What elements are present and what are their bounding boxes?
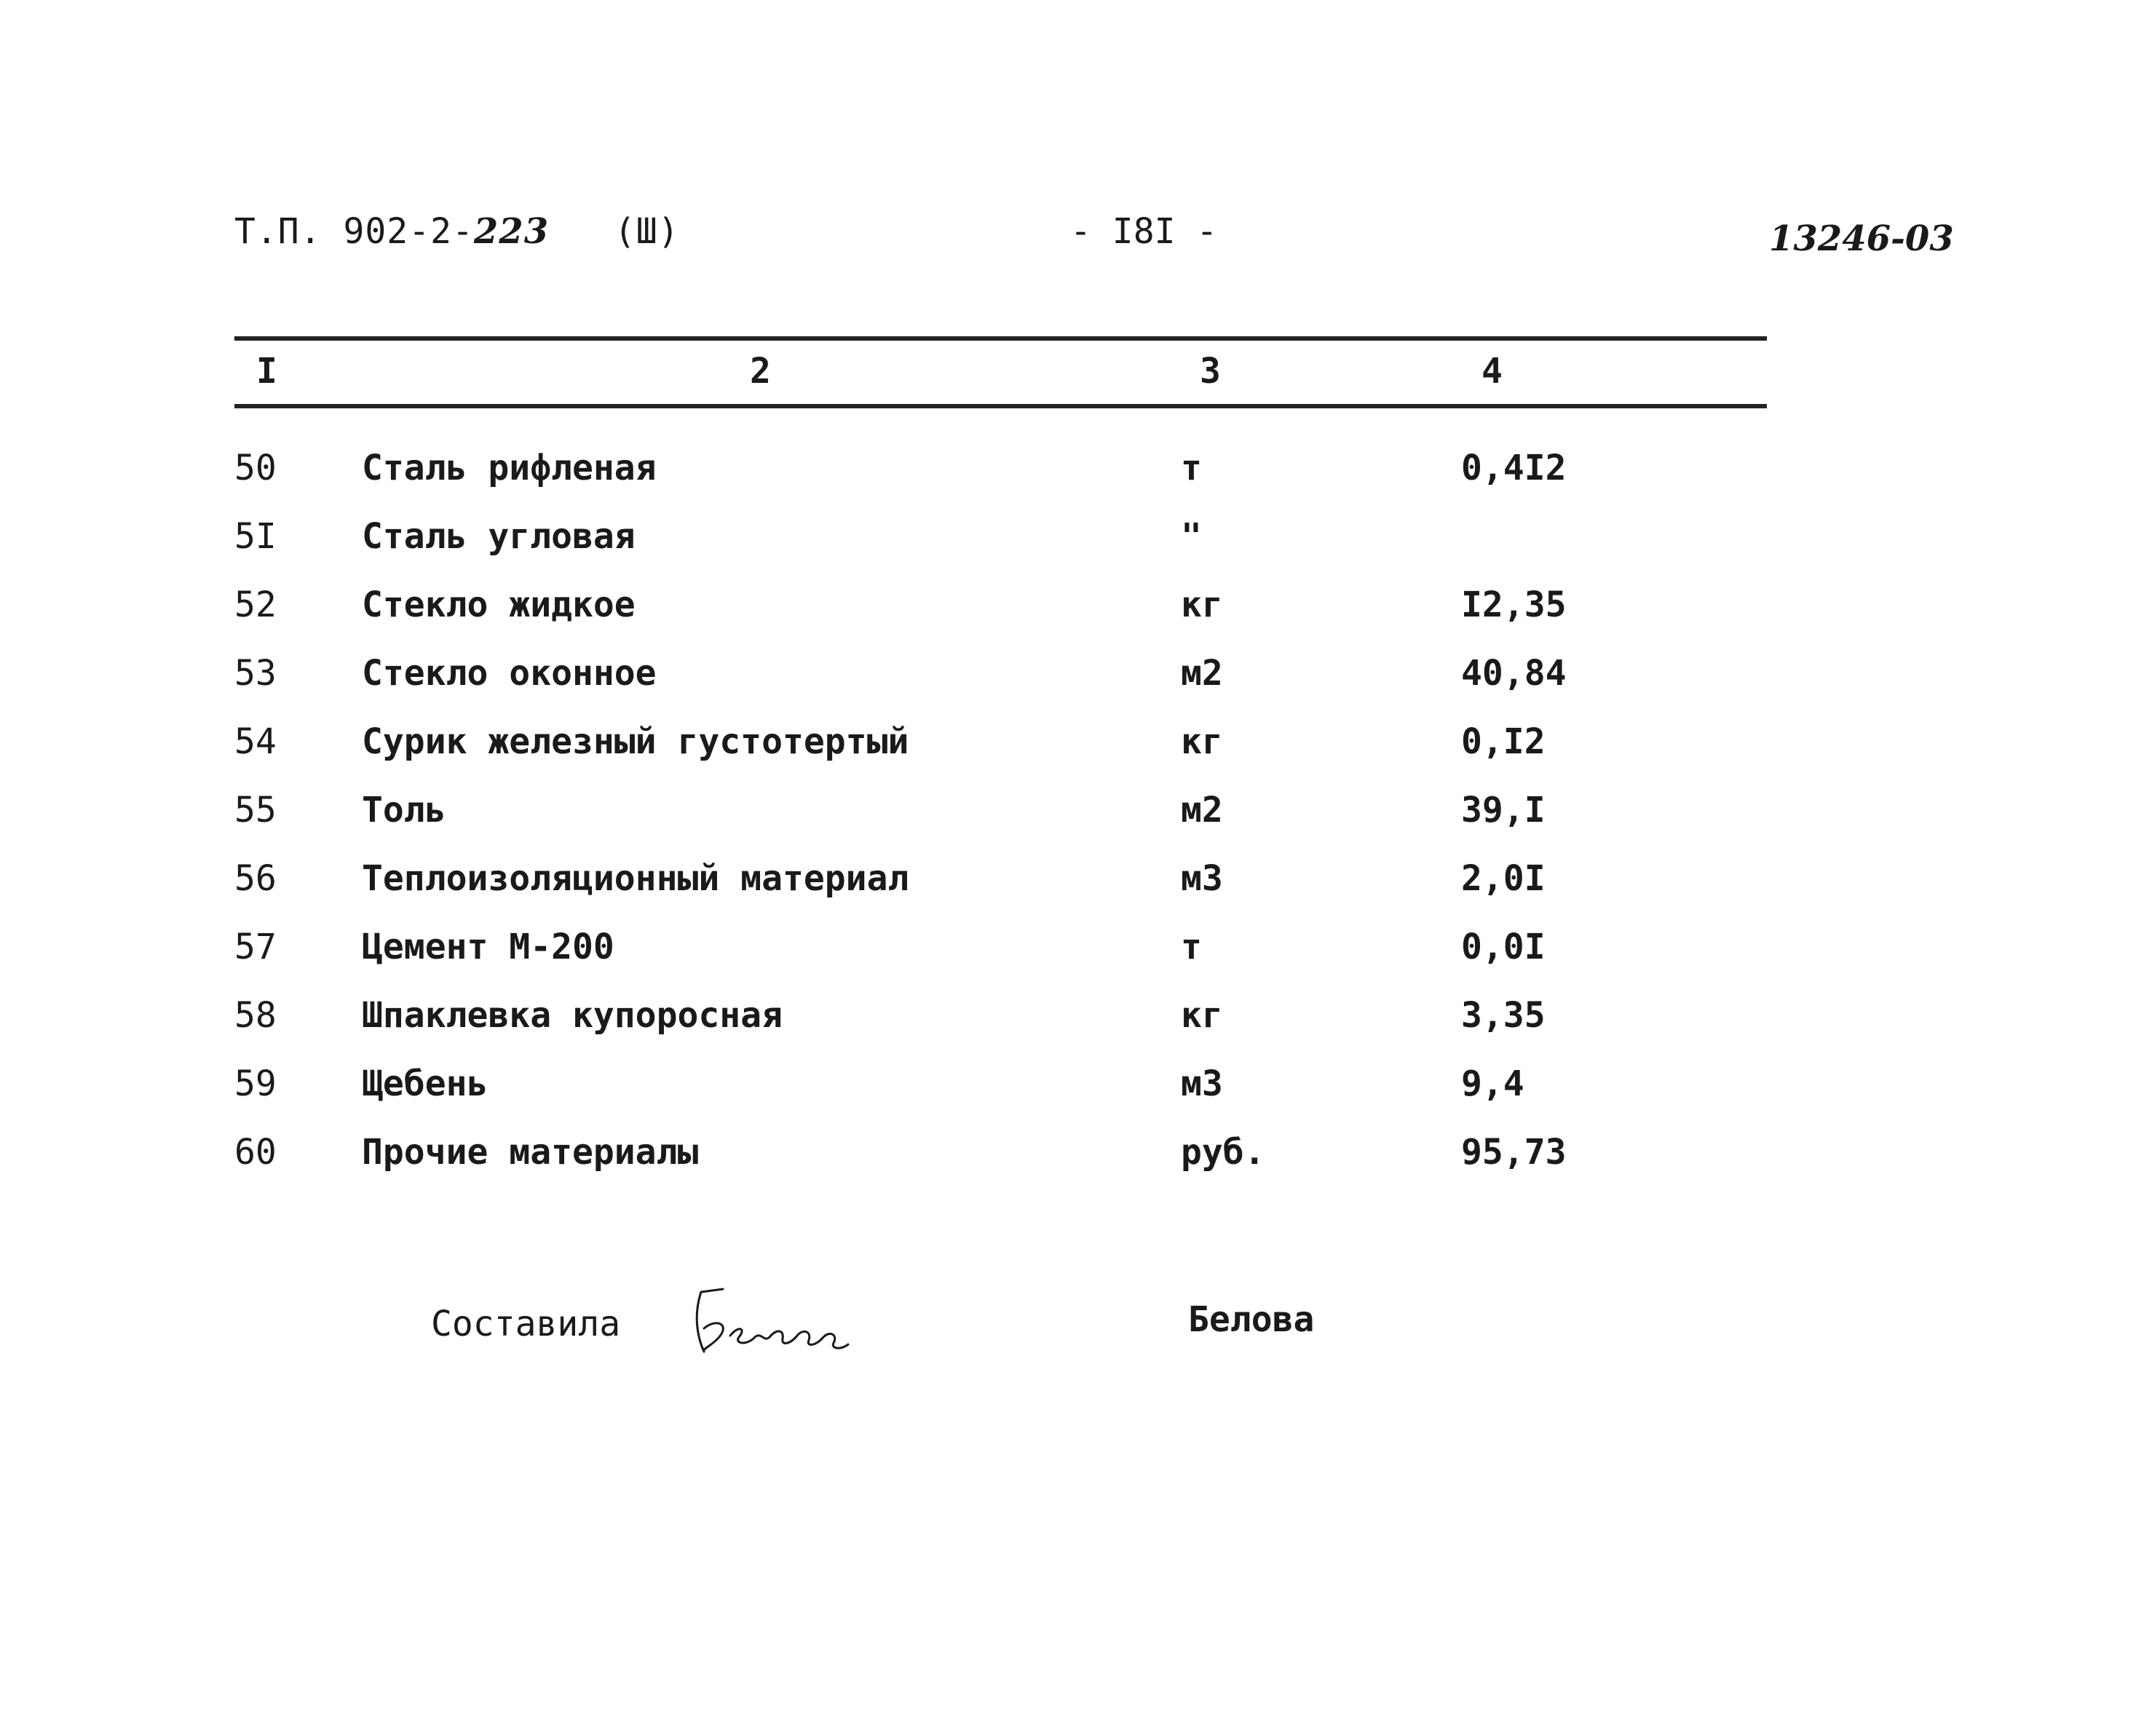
row-number: 56 bbox=[234, 858, 277, 899]
row-number: 55 bbox=[234, 790, 277, 831]
row-number: 54 bbox=[234, 721, 277, 762]
signature-label: Составила bbox=[431, 1304, 621, 1344]
table-row bbox=[0, 721, 2152, 790]
column-header-2: 2 bbox=[750, 351, 771, 392]
table-row bbox=[0, 858, 2152, 927]
quantity: 95,73 bbox=[1461, 1132, 1567, 1173]
unit: т bbox=[1181, 927, 1202, 967]
table-row bbox=[0, 927, 2152, 995]
unit: руб. bbox=[1181, 1132, 1265, 1173]
table-row bbox=[0, 1132, 2152, 1200]
unit: кг bbox=[1181, 721, 1223, 762]
table-row bbox=[0, 516, 2152, 584]
quantity: 39,I bbox=[1461, 790, 1546, 831]
unit: кг bbox=[1181, 995, 1223, 1036]
table-row bbox=[0, 653, 2152, 721]
material-name: Стекло жидкое bbox=[362, 584, 636, 625]
row-number: 59 bbox=[234, 1063, 277, 1104]
signature-block bbox=[0, 1299, 2152, 1372]
handwritten-signature bbox=[688, 1285, 855, 1365]
unit: м2 bbox=[1181, 653, 1223, 694]
quantity: 0,0I bbox=[1461, 927, 1546, 967]
material-name: Сталь угловая bbox=[362, 516, 636, 557]
archive-number: 13246-03 bbox=[1769, 218, 1954, 259]
document-code-handwritten: 223 bbox=[473, 211, 550, 252]
materials-table bbox=[0, 448, 2152, 1200]
row-number: 5I bbox=[234, 516, 277, 557]
unit: м3 bbox=[1181, 1063, 1223, 1104]
table-header-rule bbox=[234, 404, 1767, 408]
quantity: 40,84 bbox=[1461, 653, 1567, 694]
unit: кг bbox=[1181, 584, 1223, 625]
unit: м3 bbox=[1181, 858, 1223, 899]
material-name: Сталь рифленая bbox=[362, 448, 657, 488]
quantity: I2,35 bbox=[1461, 584, 1567, 625]
column-header-3: 3 bbox=[1200, 351, 1221, 392]
material-name: Цемент М-200 bbox=[362, 927, 614, 967]
page-header bbox=[0, 211, 2152, 262]
document-code-prefix: Т.П. 902-2- bbox=[234, 211, 474, 252]
material-name: Стекло оконное bbox=[362, 653, 657, 694]
table-top-rule bbox=[234, 336, 1767, 341]
quantity: 9,4 bbox=[1461, 1063, 1524, 1104]
row-number: 50 bbox=[234, 448, 277, 488]
material-name: Шпаклевка купоросная bbox=[362, 995, 783, 1036]
quantity: 3,35 bbox=[1461, 995, 1546, 1036]
table-row bbox=[0, 584, 2152, 653]
column-header-4: 4 bbox=[1482, 351, 1503, 392]
quantity: 0,4I2 bbox=[1461, 448, 1567, 488]
material-name: Толь bbox=[362, 790, 446, 831]
material-name: Прочие материалы bbox=[362, 1132, 699, 1173]
table-row bbox=[0, 1063, 2152, 1132]
material-name: Теплоизоляционный материал bbox=[362, 858, 909, 899]
document-code bbox=[234, 211, 680, 252]
signatory-name: Белова bbox=[1188, 1299, 1315, 1340]
row-number: 52 bbox=[234, 584, 277, 625]
document-code-suffix: (Ш) bbox=[614, 211, 680, 252]
unit: т bbox=[1181, 448, 1202, 488]
quantity: 0,I2 bbox=[1461, 721, 1546, 762]
unit: м2 bbox=[1181, 790, 1223, 831]
row-number: 53 bbox=[234, 653, 277, 694]
table-row bbox=[0, 995, 2152, 1063]
column-header-1: I bbox=[256, 351, 277, 392]
row-number: 60 bbox=[234, 1132, 277, 1173]
row-number: 57 bbox=[234, 927, 277, 967]
quantity: 2,0I bbox=[1461, 858, 1546, 899]
table-row bbox=[0, 790, 2152, 858]
row-number: 58 bbox=[234, 995, 277, 1036]
unit: " bbox=[1181, 516, 1202, 557]
page-number: - I8I - bbox=[1070, 211, 1218, 252]
table-row bbox=[0, 448, 2152, 516]
material-name: Щебень bbox=[362, 1063, 488, 1104]
material-name: Сурик железный густотертый bbox=[362, 721, 909, 762]
